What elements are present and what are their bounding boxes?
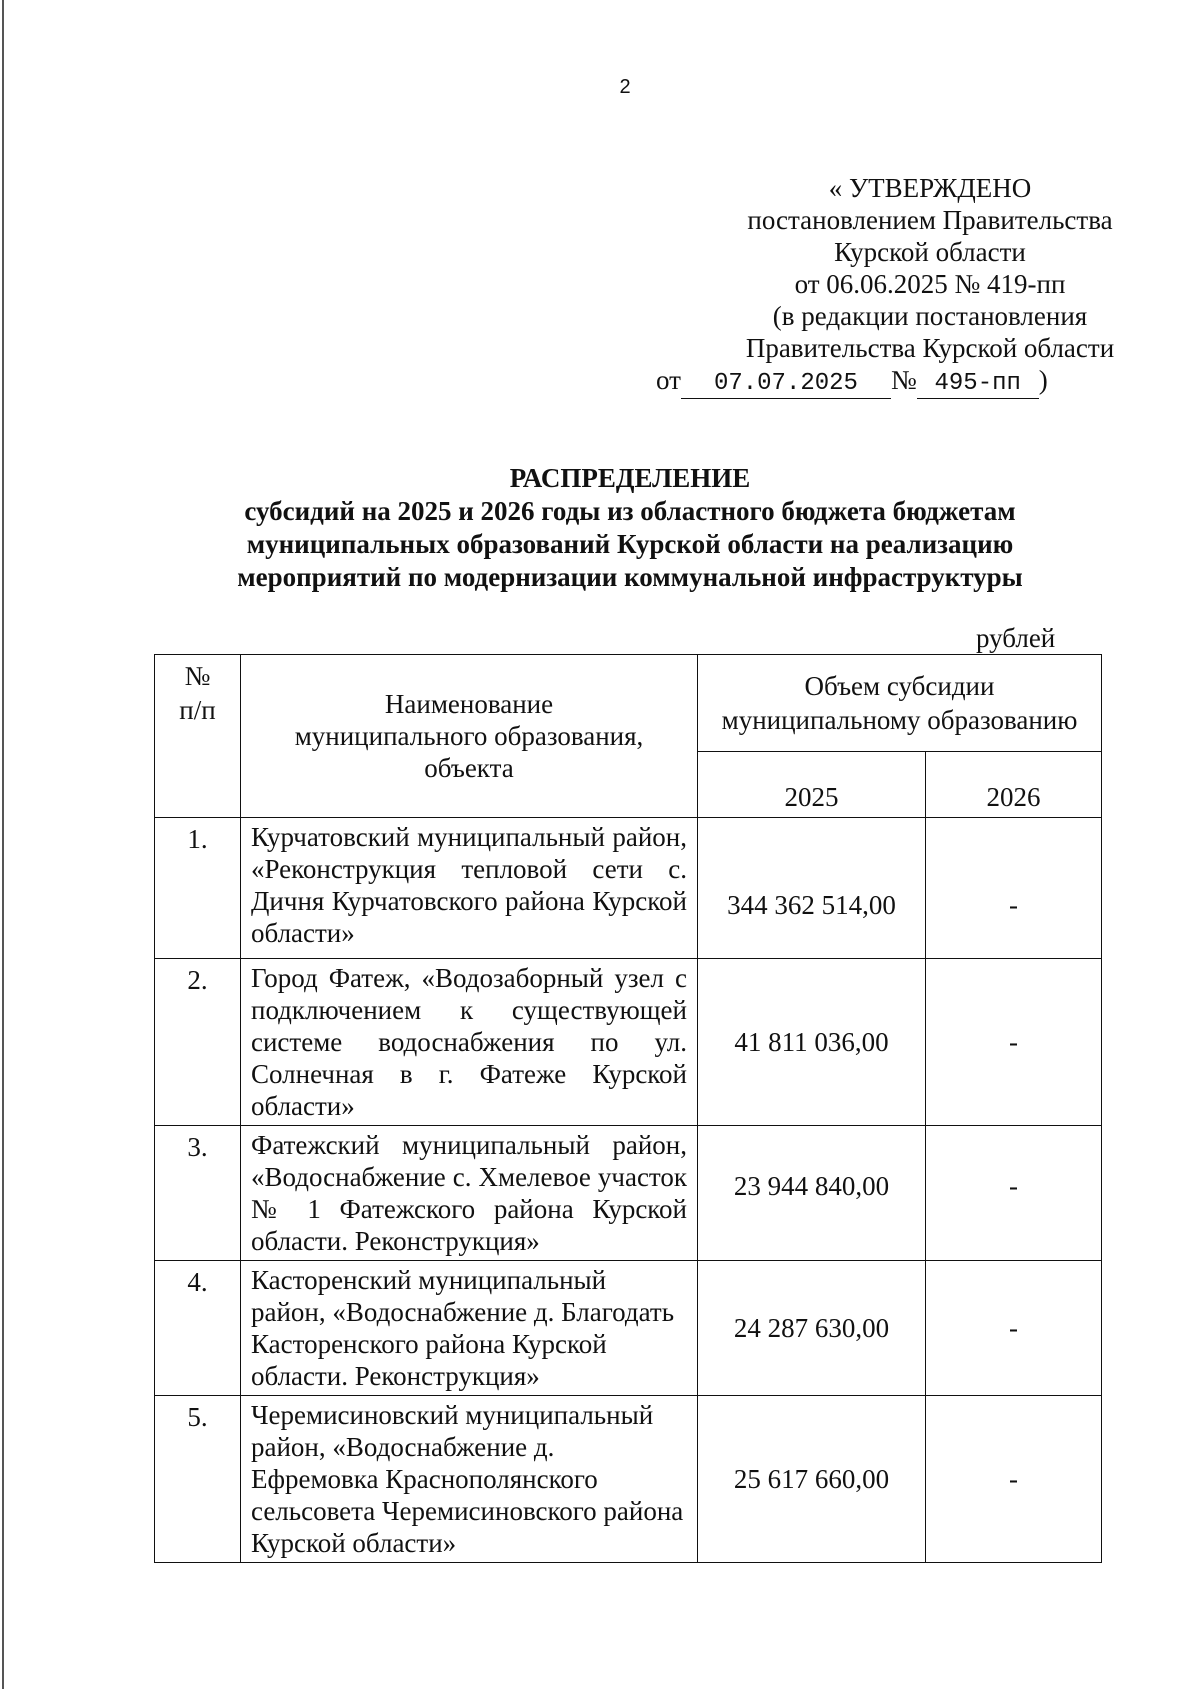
row-value-2026: - <box>926 818 1102 959</box>
approval-line: Курской области <box>834 237 1026 267</box>
row-name: Город Фатеж, «Водозаборный узел с подключением к существующей системе водоснабжения по ул. Солнечная в г. Фатеже Курской области» <box>241 959 698 1126</box>
header-name: Наименование муниципального образования, объекта <box>241 655 698 818</box>
table-row <box>155 959 1102 1126</box>
subsidy-table <box>154 654 1102 1563</box>
amendment-number: 495-пп <box>917 370 1039 399</box>
row-number: 2. <box>155 959 241 1126</box>
page-number: 2 <box>619 76 631 98</box>
table-row <box>155 1396 1102 1563</box>
row-value-2026: - <box>926 1261 1102 1396</box>
table-row <box>155 1261 1102 1396</box>
row-name: Касторенский муниципальный район, «Водоснабжение д. Благодать Касторенского района Курской области. Реконструкция» <box>241 1261 698 1396</box>
row-value-2026: - <box>926 1396 1102 1563</box>
row-value-2025: 23 944 840,00 <box>698 1126 926 1261</box>
title-line: мероприятий по модернизации коммунальной инфраструктуры <box>237 562 1023 592</box>
table-row <box>155 1126 1102 1261</box>
ot-label: от <box>656 365 681 395</box>
amendment-date-line <box>640 364 1200 399</box>
row-number: 4. <box>155 1261 241 1396</box>
row-value-2026: - <box>926 959 1102 1126</box>
approval-line: от 06.06.2025 № 419-пп <box>794 269 1066 299</box>
scan-edge-line <box>2 0 4 1689</box>
units-label: рублей <box>976 623 1056 653</box>
header-year-2026: 2026 <box>926 752 1102 818</box>
header-num: № п/п <box>155 655 241 818</box>
row-name: Курчатовский муниципальный район, «Реконструкция тепловой сети с. Дичня Курчатовского района Курской области» <box>241 818 698 959</box>
approval-header: « УТВЕРЖДЕНО <box>828 173 1032 203</box>
row-number: 1. <box>155 818 241 959</box>
row-number: 3. <box>155 1126 241 1261</box>
row-name: Черемисиновский муниципальный район, «Водоснабжение д. Ефремовка Краснополянского сельсовета Черемисиновского района Курской области» <box>241 1396 698 1563</box>
row-number: 5. <box>155 1396 241 1563</box>
row-name: Фатежский муниципальный район, «Водоснабжение с. Хмелевое участок № 1 Фатежского района Курской области. Реконструкция» <box>241 1126 698 1261</box>
title-line: субсидий на 2025 и 2026 годы из областного бюджета бюджетам <box>244 496 1016 526</box>
header-volume: Объем субсидии муниципальному образованию <box>698 655 1102 752</box>
approval-line: постановлением Правительства <box>747 205 1113 235</box>
closing-paren: ) <box>1038 365 1048 395</box>
approval-line: Правительства Курской области <box>745 333 1115 363</box>
approval-stamp <box>640 172 1200 399</box>
header-year-2025: 2025 <box>698 752 926 818</box>
row-value-2025: 25 617 660,00 <box>698 1396 926 1563</box>
row-value-2025: 24 287 630,00 <box>698 1261 926 1396</box>
table-row <box>155 818 1102 959</box>
row-value-2025: 344 362 514,00 <box>698 818 926 959</box>
row-value-2025: 41 811 036,00 <box>698 959 926 1126</box>
amendment-date: 07.07.2025 <box>681 370 891 399</box>
approval-line: (в редакции постановления <box>772 301 1088 331</box>
no-label: № <box>890 365 917 395</box>
document-title <box>150 462 1110 594</box>
title-line: муниципальных образований Курской области на реализацию <box>246 529 1014 559</box>
title-heading: РАСПРЕДЕЛЕНИЕ <box>509 463 751 493</box>
row-value-2026: - <box>926 1126 1102 1261</box>
